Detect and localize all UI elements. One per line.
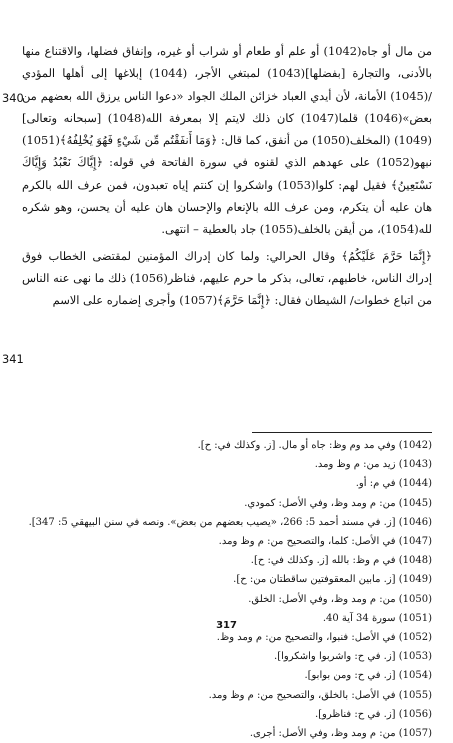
margin-page-number: 340 bbox=[2, 91, 24, 105]
page-number: 317 bbox=[216, 620, 237, 631]
footnote-separator bbox=[252, 432, 432, 433]
footnote: (1044) في م: أو. bbox=[355, 478, 432, 490]
footnote: (1055) في الأصل: بالخلق، والتصحيح من: م وظ ومد. bbox=[208, 689, 432, 701]
footnote: (1052) في الأصل: فنبوا، والتصحيح من: م ومد وظ. bbox=[216, 632, 432, 644]
footnote: (1048) في م وظ: بالله [ز. وكذلك في: ح]. bbox=[250, 555, 432, 567]
footnote: (1043) زيد من: م وظ ومد. bbox=[314, 459, 432, 471]
footnote: (1049) [ز. مابين المعقوفتين ساقطتان من: ح]. bbox=[233, 574, 432, 586]
footnote: (1046) [ز. في مسند أحمد 5: 266، «يصيب بعضهم من بعض». ونصه في سنن البيهقي 5: 347]. bbox=[28, 516, 432, 528]
footnote: (1051) سورة 34 آية 40. bbox=[322, 612, 432, 624]
footnote: (1045) من: م ومد وظ، وفي الأصل: كمودي. bbox=[244, 497, 432, 509]
footnote: (1053) [ز. في ح: واشربوا واشكروا]. bbox=[274, 651, 432, 663]
margin-page-number: 341 bbox=[2, 352, 24, 366]
footnote: (1047) في الأصل: كلما، والتصحيح من: م وظ ومد. bbox=[218, 536, 432, 548]
footnotes-list bbox=[22, 436, 432, 743]
body-paragraph: من مال أو جاه(1042) أو علم أو طعام أو شراب أو غيره، وإنفاق فضلها، والاقتناع منها بالأدنى، والتجارة [بفضلها](1043) لمبتغي الأجر، (1044) إبلاغها إلى أهلها المؤدي /(1045) الأمانة، لأن أيدي العباد خزائن الملك الجواد «دعوا الناس يرزق الله بعضهم من بعض»(1046) قلما(1047) كان ذلك لايتم إلا بمعرفة الله(1048) [سبحانه وتعالى](1049) (المخلف(1050) من أنفق، كما قال: ﴿وَمَا أَنفَقْتُم مِّن شَيْءٍ فَهُوَ يُخْلِفُهُ﴾(1051) نبهو(1052) على عهدهم الذي لقنوه في سورة الفاتحة في قوله: ﴿إِيَّاكَ نَعْبُدُ وَإِيَّاكَ نَسْتَعِينُ﴾ فقيل لهم: كلوا(1053) واشكروا إن كنتم إياه تعبدون، فمن عرف الله بالكرم هان عليه أن يتكرم، ومن عرف الله بالإنعام والإحسان هان عليه أن يحسن، وهو شكره لله(1054)، من أيقن بالخلف(1055) جاد بالعطية – انتهى. bbox=[22, 44, 432, 237]
footnote: (1042) وفي مد وم وظ: جاه أو مال. [ز. وكذلك في: ح]. bbox=[197, 440, 432, 451]
footnote: (1050) من: م ومد وظ، وفي الأصل: الخلق. bbox=[248, 593, 432, 605]
footnote: (1056) [ز. في ح: فناظرو]. bbox=[314, 708, 432, 720]
main-text bbox=[22, 40, 432, 312]
footnote: (1057) من: م ومد وظ، وفي الأصل: أجرى. bbox=[249, 728, 432, 740]
body-paragraph: ﴿إِنَّمَا حَرَّمَ عَلَيْكُمُ﴾ وقال الحرالي: ولما كان إدراك المؤمنين لمقتضى الخطاب فوق إدراك الناس، خاطبهم، تعالى، بذكر ما حرم عليهم، فناظر(1056) ذلك ما نهى عنه الناس من اتباع خطوات/ الشيطان فقال: ﴿إِنَّمَا حَرَّمَ﴾(1057) وأجرى إضماره على الاسم bbox=[22, 248, 432, 308]
footnote: (1054) [ز. في ح: ومن بوابو]. bbox=[304, 670, 432, 682]
